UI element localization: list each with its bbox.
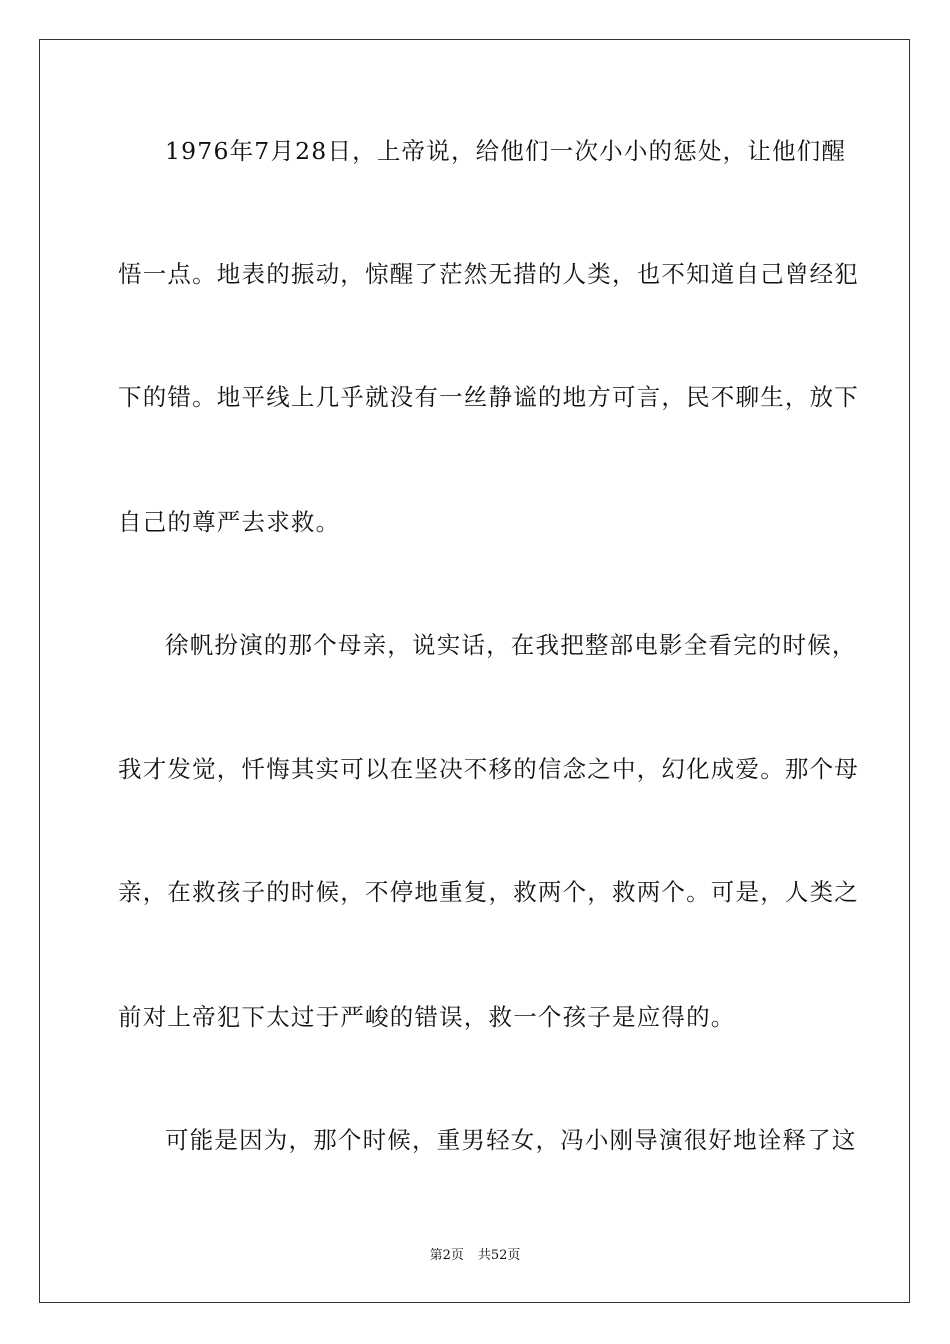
paragraph-1-line-4: 自己的尊严去求救。 [118, 508, 341, 536]
paragraph-2-line-4: 前对上帝犯下太过于严峻的错误，救一个孩子是应得的。 [118, 1003, 736, 1031]
paragraph-1-line-1: 1976年7月28日，上帝说，给他们一次小小的惩处，让他们醒 [165, 137, 847, 165]
paragraph-1-line-3: 下的错。地平线上几乎就没有一丝静谧的地方可言，民不聊生，放下 [118, 383, 859, 411]
paragraph-3-line-1: 可能是因为，那个时候，重男轻女，冯小刚导演很好地诠释了这 [165, 1126, 857, 1154]
paragraph-2-line-1: 徐帆扮演的那个母亲，说实话，在我把整部电影全看完的时候， [165, 631, 857, 659]
paragraph-1-line-2: 悟一点。地表的振动，惊醒了茫然无措的人类，也不知道自己曾经犯 [118, 260, 859, 288]
page-border [39, 39, 910, 1303]
total-pages: 共52页 [477, 1248, 521, 1263]
page-number: 第2页 [429, 1248, 464, 1263]
paragraph-2-line-2: 我才发觉，忏悔其实可以在坚决不移的信念之中，幻化成爱。那个母 [118, 755, 859, 783]
paragraph-2-line-3: 亲，在救孩子的时候，不停地重复，救两个，救两个。可是，人类之 [118, 878, 859, 906]
page-footer [0, 1247, 950, 1265]
